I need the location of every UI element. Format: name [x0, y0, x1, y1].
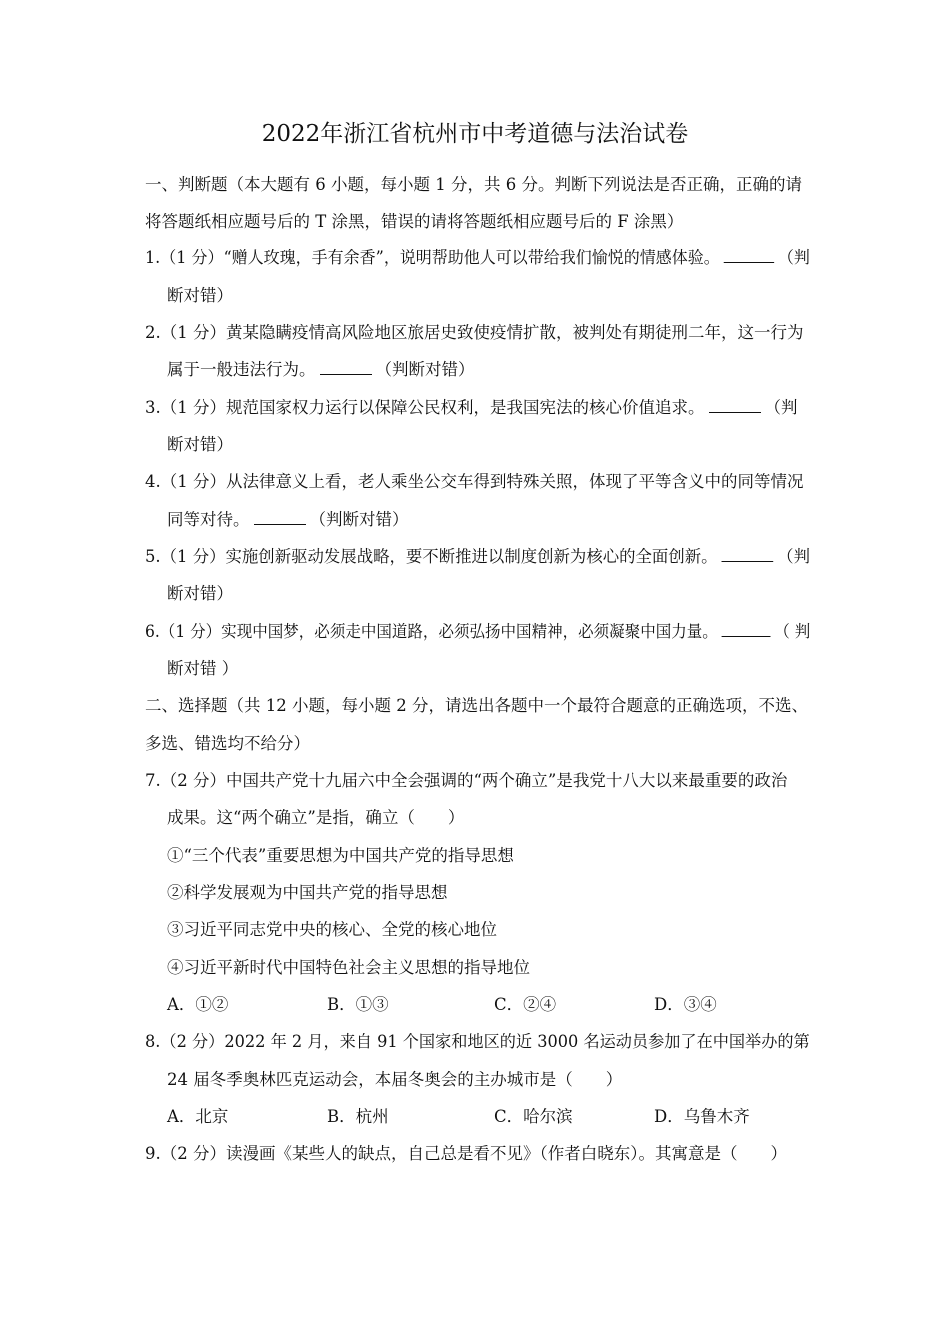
exam-title: 2022年浙江省杭州市中考道德与法治试卷 [261, 121, 689, 147]
question-7-option-a[interactable]: A．①② [167, 995, 229, 1014]
question-8-line1: 8.（2 分）2022 年 2 月，来自 91 个国家和地区的近 3000 名运动员参加了在中国举办的第 [145, 1032, 810, 1051]
answer-blank-6[interactable] [722, 622, 771, 637]
question-1-judge: （判 [777, 248, 810, 267]
answer-blank-5[interactable] [722, 547, 774, 562]
question-2-judge: （判断对错） [375, 360, 475, 379]
question-6-line1 [145, 620, 810, 644]
question-8-option-a[interactable]: A．北京 [167, 1107, 229, 1126]
question-5-judge: （判 [777, 547, 810, 566]
answer-blank-4[interactable] [254, 510, 306, 525]
question-2-line1: 2.（1 分）黄某隐瞒疫情高风险地区旅居史致使疫情扩散，被判处有期徒刑二年，这一行为 [145, 323, 804, 342]
answer-blank-2[interactable] [320, 360, 372, 375]
question-7-option-c[interactable]: C．②④ [494, 995, 557, 1014]
question-8-option-d[interactable]: D．乌鲁木齐 [654, 1107, 750, 1126]
question-3-line1 [145, 396, 798, 420]
question-6-judge: （ 判 [774, 622, 811, 641]
question-7-line2: 成果。这“两个确立”是指，确立（ ） [167, 808, 465, 827]
question-7-item-4: ④习近平新时代中国特色社会主义思想的指导地位 [167, 958, 530, 977]
question-5-text: 5.（1 分）实施创新驱动发展战略，要不断推进以制度创新为核心的全面创新。 [145, 547, 718, 566]
section2-heading-line1: 二、选择题（共 12 小题，每小题 2 分，请选出各题中一个最符合题意的正确选项，不选、 [145, 696, 808, 715]
question-3-judge: （判 [764, 398, 798, 417]
question-6-text: 6.（1 分）实现中国梦，必须走中国道路，必须弘扬中国精神，必须凝聚中国力量。 [145, 622, 718, 641]
question-6-line2: 断对错 ） [167, 659, 239, 678]
question-4-judge: （判断对错） [309, 510, 409, 529]
question-7-option-d[interactable]: D．③④ [654, 995, 717, 1014]
question-1-line1 [145, 246, 810, 270]
question-1-text: 1.（1 分）“赠人玫瑰，手有余香”，说明帮助他人可以带给我们愉悦的情感体验。 [145, 248, 720, 267]
question-8-option-b[interactable]: B．杭州 [327, 1107, 389, 1126]
question-8-option-c[interactable]: C．哈尔滨 [494, 1107, 573, 1126]
question-7-item-1: ①“三个代表”重要思想为中国共产党的指导思想 [167, 846, 514, 865]
question-9-line1: 9.（2 分）读漫画《某些人的缺点，自己总是看不见》（作者白晓东）。其寓意是（ ） [145, 1144, 787, 1163]
question-7-item-2: ②科学发展观为中国共产党的指导思想 [167, 883, 448, 902]
section2-heading-line2: 多选、错选均不给分） [145, 734, 310, 753]
question-2-line2 [167, 358, 475, 382]
question-8-line2: 24 届冬季奥林匹克运动会，本届冬奥会的主办城市是（ ） [167, 1070, 623, 1089]
question-1-line2: 断对错） [167, 286, 233, 305]
question-5-line2: 断对错） [167, 584, 233, 603]
question-3-text: 3.（1 分）规范国家权力运行以保障公民权利，是我国宪法的核心价值追求。 [145, 398, 705, 417]
section1-heading-line2: 将答题纸相应题号后的 T 涂黑，错误的请将答题纸相应题号后的 F 涂黑） [145, 212, 684, 231]
section1-heading-line1: 一、判断题（本大题有 6 小题，每小题 1 分，共 6 分。判断下列说法是否正确，正确的请 [145, 175, 802, 194]
answer-blank-1[interactable] [724, 248, 774, 263]
question-7-line1: 7.（2 分）中国共产党十九届六中全会强调的“两个确立”是我党十八大以来最重要的政治 [145, 771, 788, 790]
question-3-line2: 断对错） [167, 435, 233, 454]
question-7-item-3: ③习近平同志党中央的核心、全党的核心地位 [167, 920, 497, 939]
question-2-text: 属于一般违法行为。 [167, 360, 316, 379]
question-7-option-b[interactable]: B．①③ [327, 995, 389, 1014]
answer-blank-3[interactable] [709, 398, 761, 413]
question-4-line1: 4.（1 分）从法律意义上看，老人乘坐公交车得到特殊关照，体现了平等含义中的同等情况 [145, 472, 804, 491]
question-5-line1 [145, 545, 810, 569]
question-4-text: 同等对待。 [167, 510, 250, 529]
question-4-line2 [167, 508, 409, 532]
